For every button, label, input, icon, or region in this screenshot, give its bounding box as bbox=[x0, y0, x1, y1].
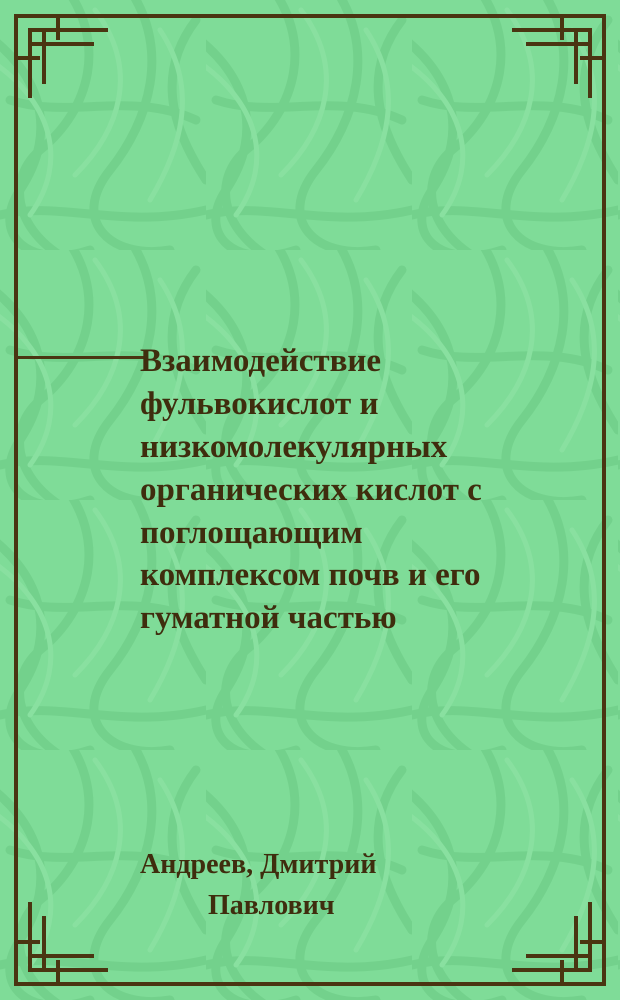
title-line: Взаимодействие bbox=[140, 343, 382, 379]
corner-ornament-bottom-right bbox=[574, 916, 578, 972]
title-line: комплексом почв и его bbox=[140, 557, 481, 594]
corner-ornament-top-right bbox=[588, 28, 592, 98]
corner-ornament-top-left bbox=[28, 28, 32, 98]
frame-border-bottom bbox=[14, 982, 606, 986]
title-rule bbox=[18, 356, 144, 359]
author-name bbox=[140, 845, 570, 926]
frame-border-left bbox=[14, 14, 18, 986]
corner-ornament-bottom-left bbox=[18, 940, 40, 944]
corner-ornament-bottom-left bbox=[28, 968, 108, 972]
author-surname: Андреев, Дмитрий bbox=[140, 849, 377, 880]
corner-ornament-bottom-right bbox=[588, 902, 592, 972]
corner-ornament-bottom-right bbox=[580, 940, 602, 944]
page-title bbox=[140, 340, 570, 640]
corner-ornament-bottom-left bbox=[42, 916, 46, 972]
corner-ornament-top-left bbox=[28, 42, 94, 46]
corner-ornament-top-left bbox=[56, 18, 60, 40]
title-line: органических кислот с bbox=[140, 471, 482, 508]
title-line: поглощающим bbox=[140, 514, 363, 551]
corner-ornament-top-right bbox=[574, 28, 578, 84]
corner-ornament-bottom-left bbox=[28, 954, 94, 958]
corner-ornament-bottom-left bbox=[56, 960, 60, 982]
corner-ornament-top-right bbox=[580, 56, 602, 60]
corner-ornament-top-left bbox=[18, 56, 40, 60]
frame-border-right bbox=[602, 14, 606, 986]
corner-ornament-top-right bbox=[526, 42, 592, 46]
corner-ornament-bottom-left bbox=[28, 902, 32, 972]
title-line: фульвокислот и bbox=[140, 385, 379, 422]
corner-ornament-top-right bbox=[512, 28, 592, 32]
corner-ornament-bottom-right bbox=[512, 968, 592, 972]
corner-ornament-bottom-right bbox=[560, 960, 564, 982]
title-line: гуматной частью bbox=[140, 600, 397, 637]
corner-ornament-bottom-right bbox=[526, 954, 592, 958]
title-line: низкомолекулярных bbox=[140, 428, 448, 465]
author-patronymic: Павлович bbox=[208, 889, 335, 921]
corner-ornament-top-left bbox=[42, 28, 46, 84]
corner-ornament-top-left bbox=[28, 28, 108, 32]
frame-border-top bbox=[14, 14, 606, 18]
corner-ornament-top-right bbox=[560, 18, 564, 40]
